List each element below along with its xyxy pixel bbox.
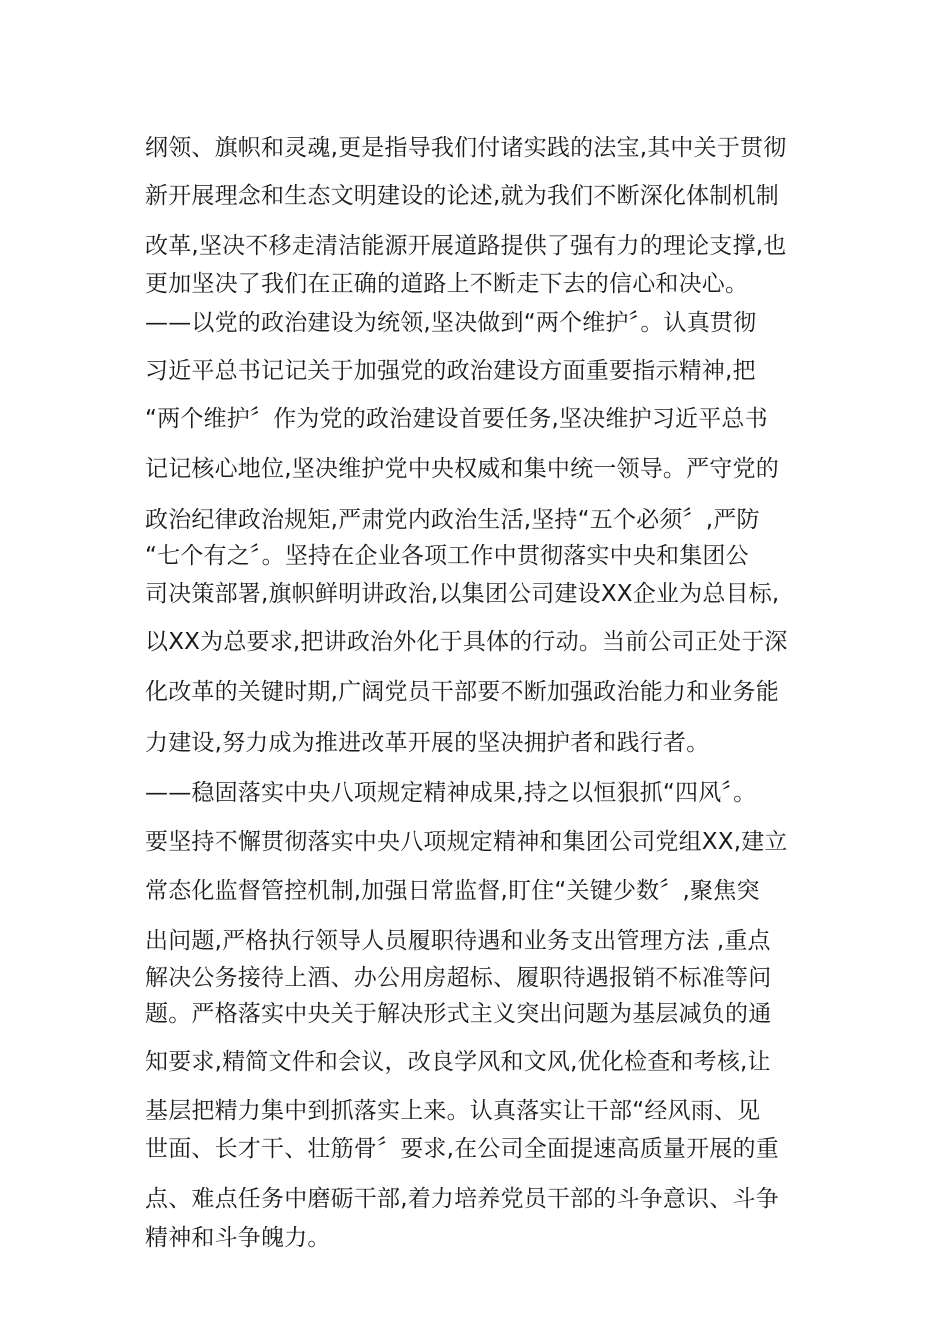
paragraph-line: 基层把精力集中到抓落实上来。认真落实让干部“经风雨、见 <box>145 1098 761 1124</box>
paragraph-line: “七个有之〞。坚持在企业各项工作中贯彻落实中央和集团公 <box>145 543 749 569</box>
paragraph-line: 新开展理念和生态文明建设的论述,就为我们不断深化体制机制 <box>145 183 779 209</box>
paragraph-line: 题。严格落实中央关于解决形式主义突出问题为基层减负的通 <box>145 1001 772 1027</box>
paragraph-line: 化改革的关键时期,广阔党员干部要不断加强政治能力和业务能 <box>145 679 779 705</box>
paragraph-line: 司决策部署,旗帜鲜明讲政治,以集团公司建设XX企业为总目标, <box>145 581 780 607</box>
paragraph-line: ——稳固落实中央八项规定精神成果,持之以恒狠抓“四风〞。 <box>145 780 757 806</box>
paragraph-line: 世面、长才干、壮筋骨〞要求,在公司全面提速高质量开展的重 <box>145 1136 779 1162</box>
paragraph-line: 习近平总书记记关于加强党的政治建设方面重要指示精神,把 <box>145 358 756 384</box>
paragraph-line: 以XX为总要求,把讲政治外化于具体的行动。当前公司正处于深 <box>145 629 788 655</box>
paragraph-line: 纲领、旗帜和灵魂,更是指导我们付诸实践的法宝,其中关于贯彻 <box>145 135 787 161</box>
paragraph-line: 更加坚决了我们在正确的道路上不断走下去的信心和决心。 <box>145 271 749 297</box>
paragraph-line: 要坚持不懈贯彻落实中央八项规定精神和集团公司党组XX,建立 <box>145 829 788 855</box>
paragraph-line: 力建设,努力成为推进改革开展的坚决拥护者和践行者。 <box>145 730 710 756</box>
paragraph-line: 政治纪律政治规矩,严肃党内政治生活,坚持“五个必须〞,严防 <box>145 507 760 533</box>
paragraph-line: 解决公务接待上酒、办公用房超标、履职待遇报销不标准等问 <box>145 965 772 991</box>
paragraph-line: 出问题,严格执行领导人员履职待遇和业务支出管理方法 ,重点 <box>145 928 771 954</box>
paragraph-line: 知要求,精简文件和会议，改良学风和文风,优化检查和考核,让 <box>145 1049 771 1075</box>
paragraph-line: 常态化监督管控机制,加强日常监督,盯住“关键少数〞,聚焦突 <box>145 878 760 904</box>
paragraph-line: 改革,坚决不移走清洁能源开展道路提供了强有力的理论支撑,也 <box>145 233 787 259</box>
paragraph-line: 记记核心地位,坚决维护党中央权威和集中统一领导。严守党的 <box>145 456 779 482</box>
paragraph-line: 点、难点任务中磨砺干部,着力培养党员干部的斗争意识、斗争 <box>145 1186 779 1212</box>
paragraph-line: ——以党的政治建设为统领,坚决做到“两个维护〞。认真贯彻 <box>145 310 757 336</box>
paragraph-line: 精神和斗争魄力。 <box>145 1225 331 1251</box>
paragraph-line: “两个维护〞作为党的政治建设首要任务,坚决维护习近平总书 <box>145 406 768 432</box>
